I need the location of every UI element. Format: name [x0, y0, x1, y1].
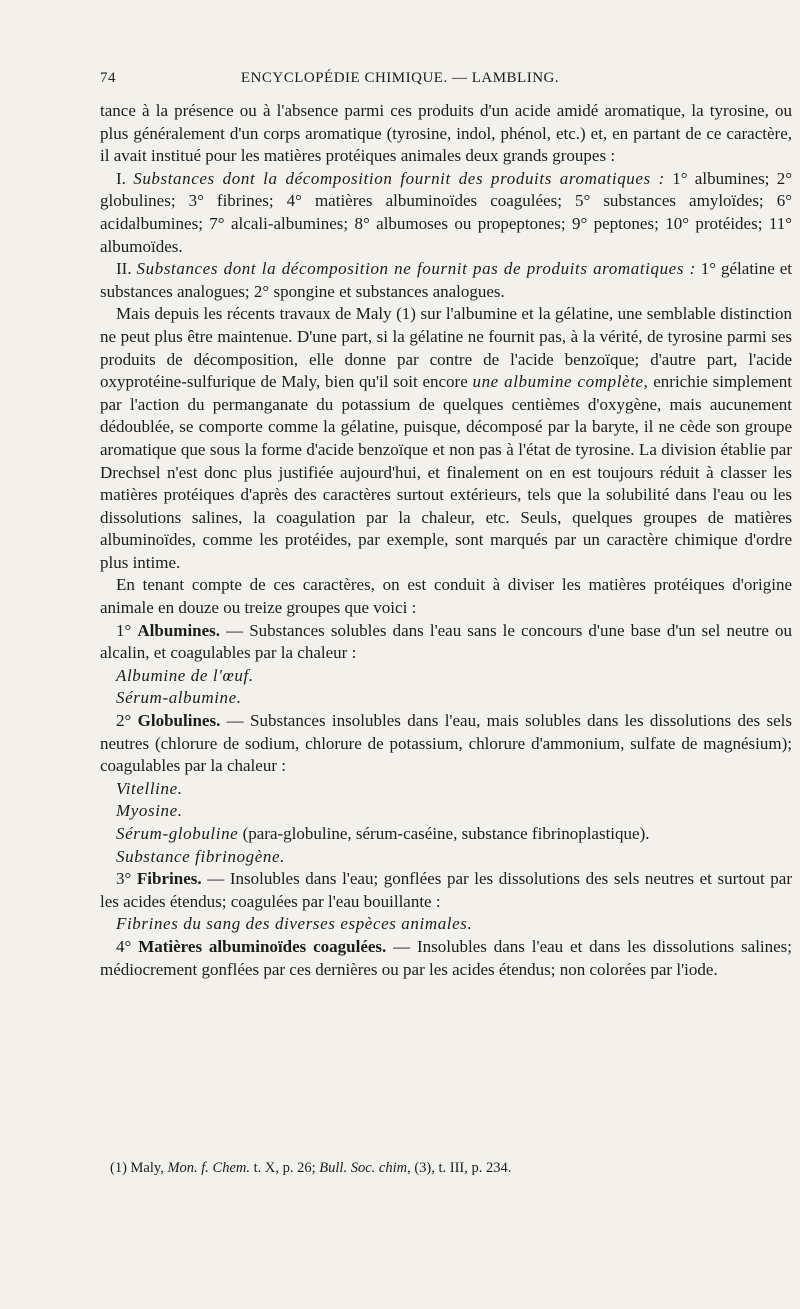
- group-one-text: 1° albumines; 2° globulines; 3° fibrines; 4° matières albuminoïdes coagulées; 5° substances amyloïdes; 6° acidalbumines; 7° alcali-albumines; 8° albumoses ou propeptones; 9° peptones; 10° protéides; 11° albumoïdes.: [100, 168, 792, 256]
- section-matieres-coagulees: [100, 936, 792, 981]
- paragraph-maly-a: Mais depuis les récents travaux de Maly (1) sur l'albumine et la gélatine, une semblable distinction ne peut plus être maintenue. D'une part, si la gélatine ne fournit pas, à la vérité, de tyrosine parmi ses produits de décomposition, elle donne par contre de l'acide benzoïque; d'autre part, l'acide oxyprotéine-sulfurique de Maly, bien qu'il soit encore: [100, 304, 792, 392]
- section-albumines-number: 1°: [116, 620, 132, 640]
- body-text: [100, 100, 792, 981]
- section-globulines-text: — Substances insolubles dans l'eau, mais solubles dans les dissolutions des sels neutres (chlorure de sodium, chlorure de potassium, chlorure d'ammonium, sulfate de magnésium); coagulables par la chaleur :: [100, 711, 792, 776]
- paragraph-intro: tance à la présence ou à l'absence parmi ces produits d'un acide amidé aromatique, la tyrosine, ou plus généralement d'un corps aromatique (tyrosine, indol, phénol, etc.) et, en partant de ce caractère, il avait institué pour les matières protéiques animales deux grands groupes :: [100, 101, 792, 166]
- group-two-text: 1° gélatine et substances analogues; 2° spongine et substances analogues.: [100, 259, 793, 301]
- section-albumines-title: Albumines.: [137, 620, 221, 640]
- paragraph-maly-b: enrichie simplement par l'action du permanganate du potassium de quelques centièmes d'oxygène, mais aucunement dédoublée, se comporte comme la gélatine, puisque, décomposé par la baryte, il ne cède son groupe aromatique que sous la forme d'acide benzoïque et non pas à l'état de tyrosine. La division établie par Drechsel n'est donc plus justifiée aujourd'hui, et finalement on en est toujours réduit à classer les matières protéiques d'après des caractères surtout extérieurs, tels que la solubilité dans l'eau ou les dissolutions salines, la coagulation par la chaleur, etc. Seuls, quelques groupes de matières albuminoïdes, comme les protéides, par exemple, sont marqués par un caractère chimique d'ordre plus intime.: [100, 372, 793, 572]
- section-matieres-text: — Insolubles dans l'eau et dans les dissolutions salines; médiocrement gonflées par ces dernières ou par les acides étendus; non colorées par l'iode.: [100, 936, 793, 979]
- section-matieres-title: Matières albuminoïdes coagulées.: [138, 936, 387, 956]
- paragraph-maly: [100, 303, 792, 574]
- list-item: Fibrines du sang des diverses espèces animales.: [116, 914, 473, 934]
- footnote: [110, 1158, 790, 1178]
- paragraph-division: En tenant compte de ces caractères, on est conduit à diviser les matières protéiques d'origine animale en douze ou treize groupes que voici :: [100, 575, 792, 618]
- paragraph-maly-italic: une albumine complète,: [472, 372, 649, 392]
- running-title: ENCYCLOPÉDIE CHIMIQUE. — LAMBLING.: [240, 70, 560, 86]
- list-item: Albumine de l'œuf.: [116, 665, 254, 685]
- footnote-mid: t. X, p. 26;: [253, 1160, 316, 1176]
- group-two-number: II.: [116, 259, 132, 279]
- footnote-end: , (3), t. III, p. 234.: [407, 1160, 512, 1176]
- section-globulines: [100, 710, 792, 778]
- list-item: Vitelline.: [116, 778, 183, 798]
- footnote-ref-journal: Mon. f. Chem.: [167, 1160, 251, 1176]
- section-albumines-text: — Substances solubles dans l'eau sans le concours d'une base d'un sel neutre ou alcalin, et coagulables par la chaleur :: [100, 620, 793, 663]
- section-albumines: [100, 620, 792, 665]
- list-item: Substance fibrinogène.: [116, 846, 286, 866]
- section-globulines-number: 2°: [116, 711, 132, 731]
- section-fibrines-text: — Insolubles dans l'eau; gonflées par les dissolutions des sels neutres et surtout par les acides étendus; coagulées par l'eau bouillante :: [100, 869, 793, 911]
- list-item: [100, 823, 792, 846]
- footnote-mark: (1) Maly,: [110, 1160, 164, 1176]
- section-matieres-number: 4°: [116, 936, 132, 956]
- list-item-text: (para-globuline, sérum-caséine, substance fibrinoplastique).: [242, 824, 650, 843]
- section-fibrines-number: 3°: [116, 869, 132, 889]
- group-one-number: I.: [116, 168, 126, 188]
- group-one: [100, 168, 792, 258]
- group-two-title: Substances dont la décomposition ne fournit pas de produits aromatiques :: [136, 259, 696, 279]
- group-two: [100, 258, 792, 303]
- list-item-italic: Sérum-globuline: [116, 824, 239, 843]
- footnote-ref-bulletin: Bull. Soc. chim: [319, 1160, 408, 1176]
- group-one-title: Substances dont la décomposition fournit des produits aromatiques :: [133, 168, 665, 188]
- section-fibrines-title: Fibrines.: [136, 869, 202, 889]
- list-item: Myosine.: [116, 801, 183, 821]
- list-item: Sérum-albumine.: [116, 688, 242, 708]
- page-number: 74: [100, 70, 116, 86]
- section-globulines-title: Globulines.: [137, 711, 221, 731]
- section-fibrines: [100, 868, 792, 913]
